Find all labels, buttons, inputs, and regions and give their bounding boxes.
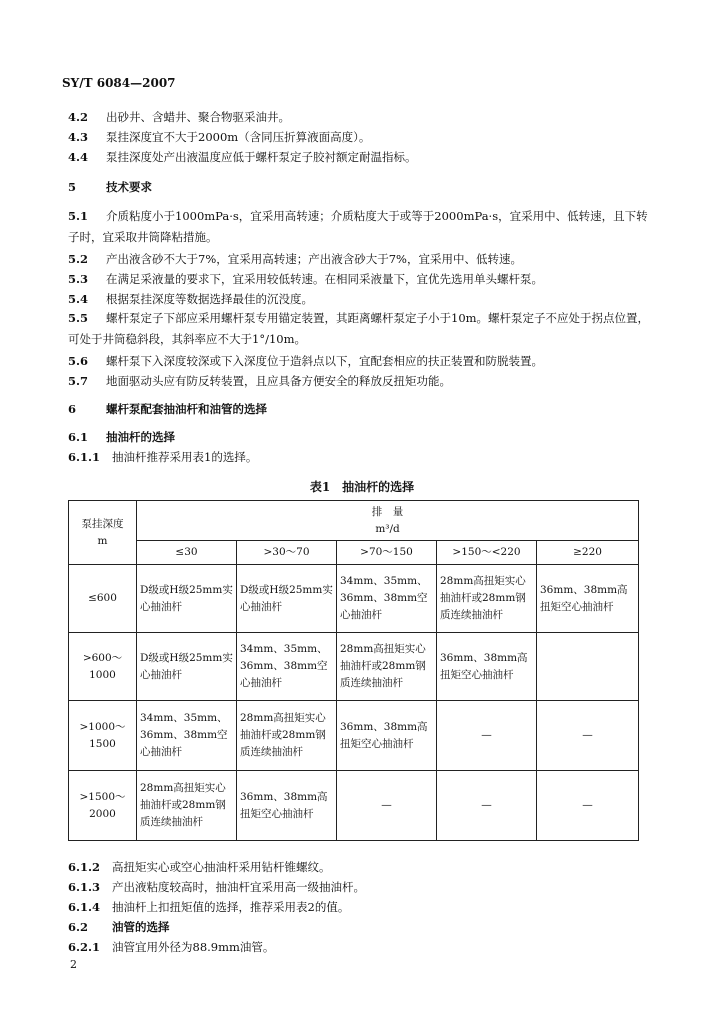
table-cell: — [337,771,437,841]
clause-text: 出砂井、含蜡井、聚合物驱采油井。 [106,110,290,124]
section-5-heading [68,178,658,196]
table-cell: — [437,771,537,841]
clause-number: 6.1.3 [68,880,101,894]
clause-text: 螺杆泵定子下部应采用螺杆泵专用锚定装置，其距离螺杆泵定子小于10m。螺杆泵定子不应处于拐点位置，可处于井筒稳斜段，其斜率应不大于1°/10m。 [68,311,650,346]
clause-5-7 [68,372,658,390]
clause-text: 产出液粘度较高时，抽油杆宜采用高一级抽油杆。 [112,880,365,894]
table-cell: D级或H级25mm实心抽油杆 [137,565,237,633]
table-cell: 34mm、35mm、36mm、38mm空心抽油杆 [337,565,437,633]
clause-number: 5.7 [68,374,89,388]
row-header: >1500～2000 [69,771,137,841]
table-cell: 36mm、38mm高扭矩空心抽油杆 [537,565,639,633]
clause-text: 高扭矩实心或空心抽油杆采用钻杆锥螺纹。 [112,860,331,874]
clause-text: 泵挂深度处产出液温度应低于螺杆泵定子胶衬额定耐温指标。 [106,150,417,164]
clause-text: 产出液含砂不大于7%，宜采用高转速；产出液含砂大于7%，宜采用中、低转速。 [106,252,522,266]
displacement-unit: m³/d [375,522,400,535]
clause-6-1-2 [68,858,658,876]
table-row [69,633,639,701]
clause-5-4 [68,290,658,308]
clause-number: 5.1 [68,209,89,223]
section-title: 技术要求 [106,180,152,194]
subsection-6-1-heading [68,428,658,446]
clause-number: 5.5 [68,311,89,325]
displacement-header: 排 量 [371,505,404,518]
page-number: 2 [70,958,77,971]
table-cell: 34mm、35mm、36mm、38mm空心抽油杆 [237,633,337,701]
clause-text: 油管宜用外径为88.9mm油管。 [112,940,275,954]
clause-5-3 [68,270,658,288]
clause-number: 6.1.4 [68,900,101,914]
section-number: 6 [68,402,77,416]
table-row [69,771,639,841]
table-cell: 36mm、38mm高扭矩空心抽油杆 [237,771,337,841]
column-header: ≥220 [537,541,639,565]
table-cell: D级或H级25mm实心抽油杆 [137,633,237,701]
table-cell: — [537,771,639,841]
section-number: 6.2 [68,920,89,934]
section-title: 螺杆泵配套抽油杆和油管的选择 [106,402,267,416]
table-row [69,701,639,771]
clause-5-5 [68,308,658,350]
clause-text: 泵挂深度宜不大于2000m（含同压折算液面高度）。 [106,130,371,144]
column-header: ≤30 [137,541,237,565]
clause-text: 介质粘度小于1000mPa·s，宜采用高转速；介质粘度大于或等于2000mPa·s，宜采用中、低转速，且下转子时，宜采取井筒降粘措施。 [68,209,648,244]
clause-number: 6.2.1 [68,940,101,954]
document-header: SY/T 6084—2007 [62,76,176,90]
table-cell: 34mm、35mm、36mm、38mm空心抽油杆 [137,701,237,771]
section-number: 5 [68,180,77,194]
clause-5-1 [68,206,658,248]
table-1-caption: 表1 抽油杆的选择 [309,480,415,494]
clause-number: 4.2 [68,110,89,124]
table-cell: 28mm高扭矩实心抽油杆或28mm钢质连续抽油杆 [437,565,537,633]
clause-6-1-3 [68,878,658,896]
table-cell: 36mm、38mm高扭矩空心抽油杆 [337,701,437,771]
column-header: >30～70 [237,541,337,565]
column-header: >150～<220 [437,541,537,565]
table-cell: 28mm高扭矩实心抽油杆或28mm钢质连续抽油杆 [137,771,237,841]
clause-number: 5.2 [68,252,89,266]
table-cell: D级或H级25mm实心抽油杆 [237,565,337,633]
depth-unit: m [97,534,108,547]
table-row [69,565,639,633]
table-cell: 36mm、38mm高扭矩空心抽油杆 [437,633,537,701]
depth-header-cell [69,501,137,565]
clause-text: 抽油杆推荐采用表1的选择。 [112,450,258,464]
clause-6-2-1 [68,938,658,956]
clause-4-2 [68,108,658,126]
displacement-header-cell [137,501,639,541]
section-title: 油管的选择 [112,920,170,934]
table-cell [537,633,639,701]
clause-text: 抽油杆上扣扭矩值的选择，推荐采用表2的值。 [112,900,350,914]
clause-6-1-1 [68,448,658,466]
column-header: >70～150 [337,541,437,565]
section-title: 抽油杆的选择 [106,430,175,444]
clause-5-2 [68,250,658,268]
depth-header: 泵挂深度 [81,517,124,530]
table-cell: — [537,701,639,771]
clause-text: 地面驱动头应有防反转装置，且应具备方便安全的释放反扭矩功能。 [106,374,451,388]
clause-6-1-4 [68,898,658,916]
row-header: ≤600 [69,565,137,633]
table-cell: 28mm高扭矩实心抽油杆或28mm钢质连续抽油杆 [237,701,337,771]
clause-text: 螺杆泵下入深度较深或下入深度位于造斜点以下，宜配套相应的扶正装置和防脱装置。 [106,354,543,368]
subsection-6-2-heading [68,918,658,936]
clause-4-4 [68,148,658,166]
clause-number: 6.1.1 [68,450,101,464]
clause-number: 5.3 [68,272,89,286]
clause-4-3 [68,128,658,146]
clause-text: 在满足采液量的要求下，宜采用较低转速。在相同采液量下，宜优先选用单头螺杆泵。 [106,272,543,286]
clause-number: 5.4 [68,292,89,306]
clause-number: 6.1.2 [68,860,101,874]
section-number: 6.1 [68,430,89,444]
clause-number: 4.3 [68,130,89,144]
table-cell: — [437,701,537,771]
row-header: >600～1000 [69,633,137,701]
clause-number: 4.4 [68,150,89,164]
row-header: >1000～1500 [69,701,137,771]
table-cell: 28mm高扭矩实心抽油杆或28mm钢质连续抽油杆 [337,633,437,701]
section-6-heading [68,400,658,418]
clause-5-6 [68,352,658,370]
clause-number: 5.6 [68,354,89,368]
table-1 [68,500,639,841]
clause-text: 根据泵挂深度等数据选择最佳的沉没度。 [106,292,313,306]
